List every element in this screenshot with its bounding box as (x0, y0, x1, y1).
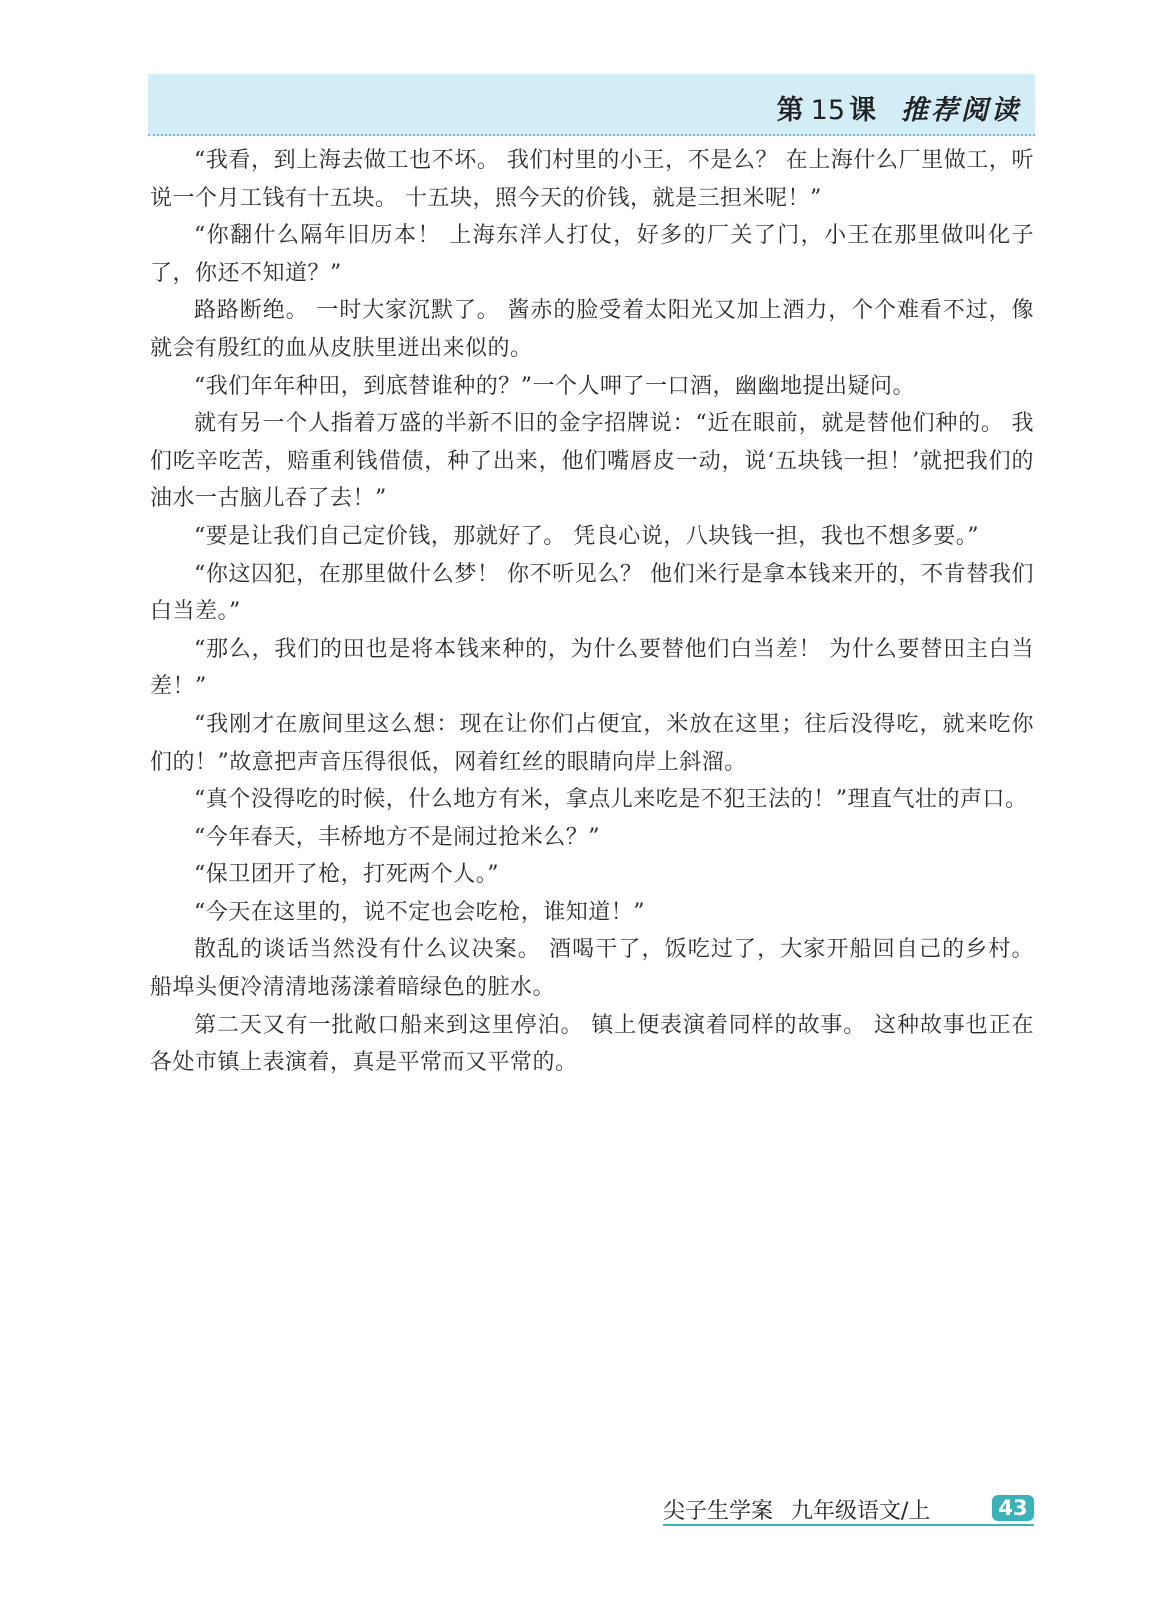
paragraph: 第二天又有一批敞口船来到这里停泊。 镇上便表演着同样的故事。 这种故事也正在各处市镇上表演着，真是平常而又平常的。 (150, 1012, 1034, 1076)
paragraph: “今年春天，丰桥地方不是闹过抢米么？” (194, 824, 600, 850)
paragraph: 路路断绝。 一时大家沉默了。 酱赤的脸受着太阳光又加上酒力，个个难看不过，像就会有殷红的血从皮肤里迸出来似的。 (150, 298, 1034, 361)
footer-text (663, 1494, 930, 1525)
lesson-number: 15 (810, 95, 845, 126)
subject-label: 九年级语文/上 (791, 1499, 931, 1524)
paragraph: 就有另一个人指着万盛的半新不旧的金字招牌说：“近在眼前，就是替他们种的。 我们吃辛吃苦，赔重利钱借债，种了出来，他们嘴唇皮一动，说‘五块钱一担！’就把我们的油水一古脑儿吞了去！” (150, 411, 1034, 512)
paragraph: “你这囚犯，在那里做什么梦！ 你不听见么？ 他们米行是拿本钱来开的，不肯替我们白当差。” (150, 561, 1034, 625)
reading-text (150, 142, 1034, 1082)
page-footer (663, 1494, 1034, 1526)
lesson-prefix: 第 (776, 95, 807, 126)
paragraph: “那么，我们的田也是将本钱来种的，为什么要替他们白当差！ 为什么要替田主白当差！” (150, 636, 1034, 700)
paragraph: “你翻什么隔年旧历本！ 上海东洋人打仗，好多的厂关了门，小王在那里做叫化子了，你还不知道？” (150, 223, 1034, 286)
paragraph: “我们年年种田，到底替谁种的？”一个人呷了一口酒，幽幽地提出疑问。 (194, 373, 915, 399)
paragraph: “保卫团开了枪，打死两个人。” (194, 862, 499, 888)
paragraph: “我刚才在廒间里这么想：现在让你们占便宜，米放在这里；往后没得吃，就来吃你们的！”故意把声音压得很低，网着红丝的眼睛向岸上斜溜。 (150, 711, 1034, 775)
lesson-suffix: 课 (849, 95, 879, 126)
paragraph: “真个没得吃的时候，什么地方有米，拿点儿来吃是不犯王法的！”理直气壮的声口。 (194, 787, 1028, 813)
page-number-badge: 43 (992, 1495, 1034, 1521)
lesson-header-band (148, 74, 1035, 136)
section-title: 推荐阅读 (901, 95, 1021, 126)
book-title: 尖子生学案 (663, 1499, 774, 1524)
lesson-header-title (777, 88, 1021, 127)
paragraph: “今天在这里的，说不定也会吃枪，谁知道！” (194, 899, 645, 925)
paragraph: 散乱的谈话当然没有什么议决案。 酒喝干了，饭吃过了，大家开船回自己的乡村。 船埠头便冷清清地荡漾着暗绿色的脏水。 (150, 937, 1034, 1001)
paragraph: “要是让我们自己定价钱，那就好了。 凭良心说，八块钱一担，我也不想多要。” (194, 523, 979, 549)
paragraph: “我看，到上海去做工也不坏。 我们村里的小王，不是么？ 在上海什么厂里做工，听说一个月工钱有十五块。 十五块，照今天的价钱，就是三担米呢！” (150, 148, 1034, 211)
